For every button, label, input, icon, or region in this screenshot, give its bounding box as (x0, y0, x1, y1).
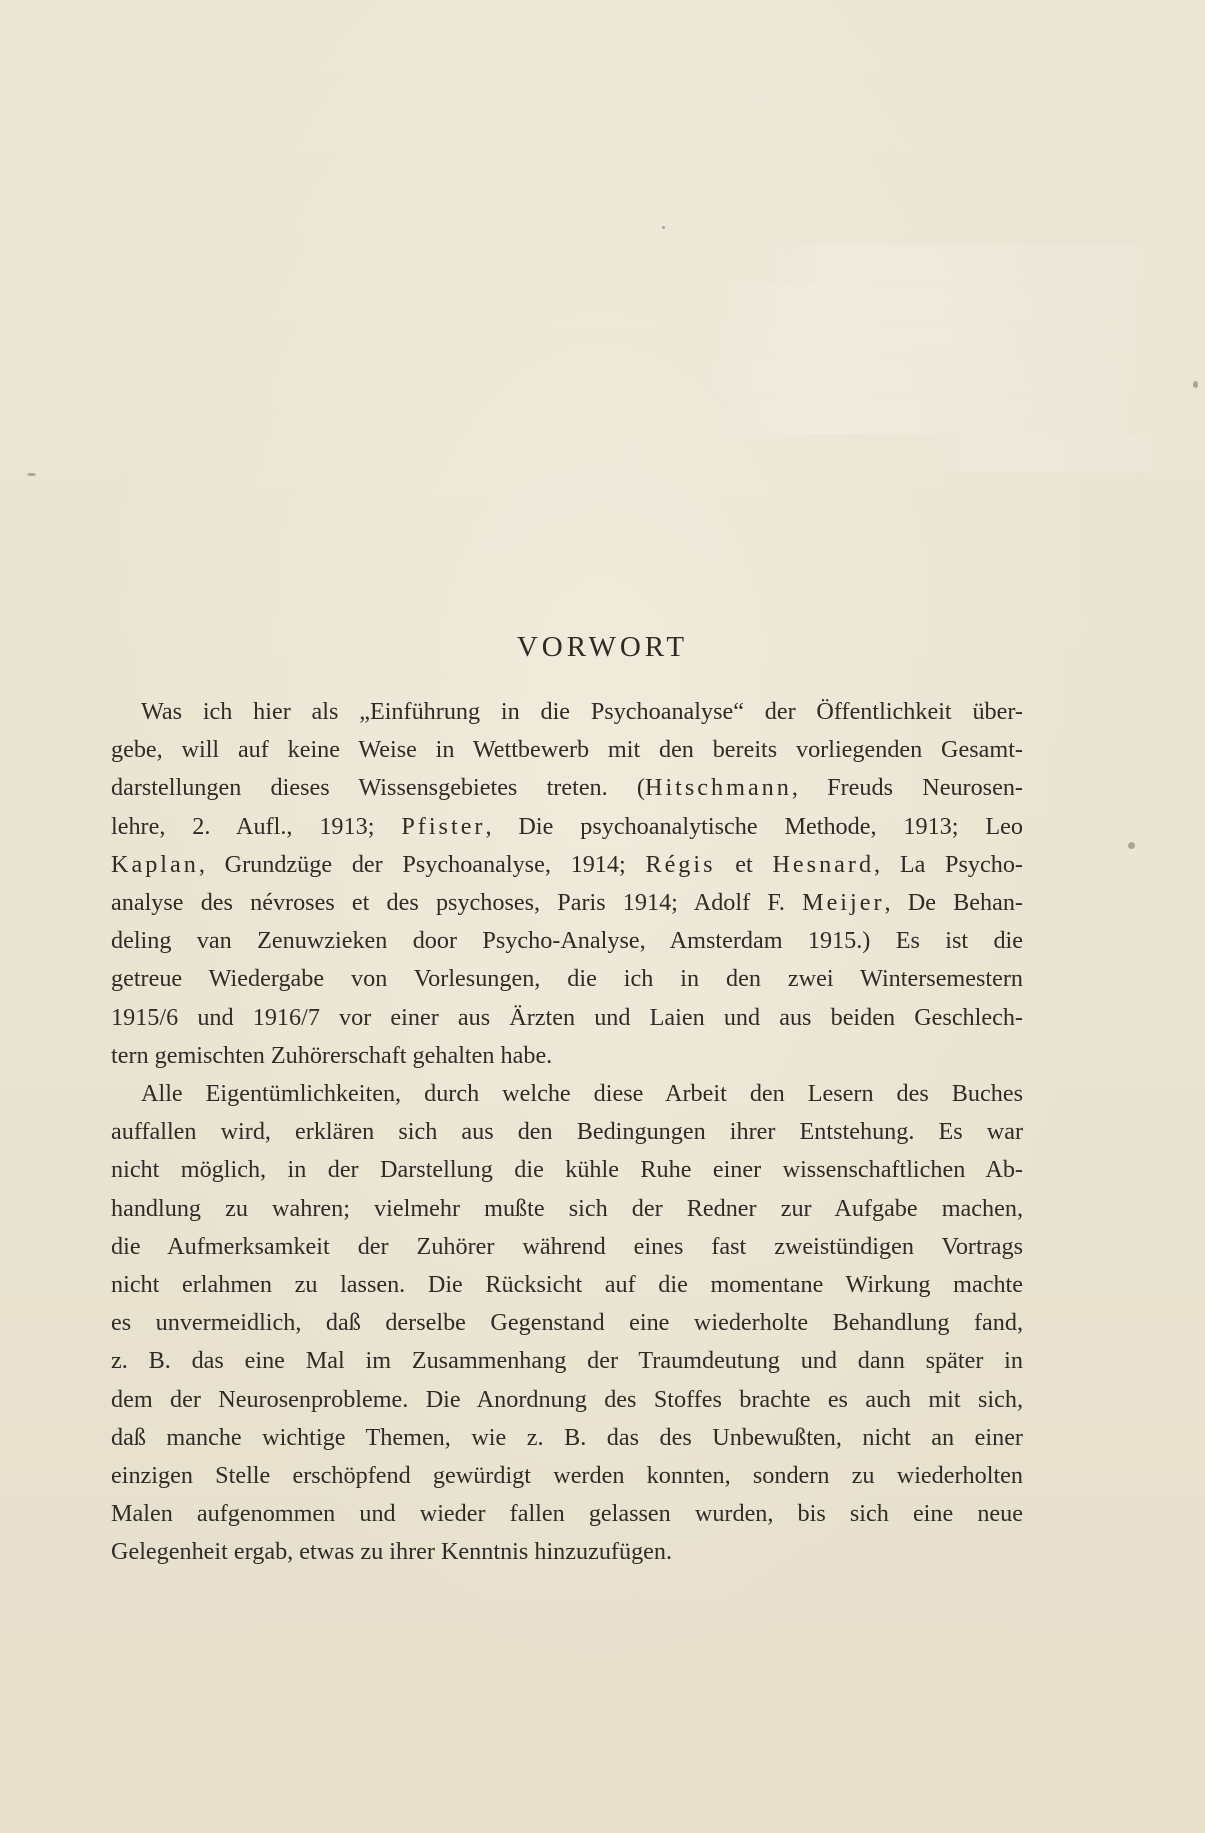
author-name: Hesnard (772, 850, 875, 878)
text-line: es unvermeidlich, daß derselbe Gegenstand eine wiederholte Behandlung fand, (111, 1309, 1023, 1337)
paragraph (111, 1075, 1023, 1572)
text-line: Malen aufgenommen und wieder fallen gelassen wurden, bis sich eine neue (111, 1500, 1023, 1528)
page-title: VORWORT (516, 631, 689, 663)
author-name: Meijer (802, 889, 885, 917)
paper-speck (1193, 381, 1198, 388)
author-name: Kaplan (111, 850, 199, 878)
author-name: Hitschmann (644, 774, 792, 802)
text-line: auffallen wird, erklären sich aus den Bedingungen ihrer Entstehung. Es war (111, 1118, 1023, 1146)
text-line: analyse des névroses et des psychoses, Paris 1914; Adolf F. Meijer, De Behan- (111, 889, 1023, 917)
body-text (111, 693, 1023, 1572)
text-line: dem der Neurosenprobleme. Die Anordnung des Stoffes brachte es auch mit sich, (111, 1385, 1023, 1413)
text-line: Gelegenheit ergab, etwas zu ihrer Kenntnis hinzuzufügen. (111, 1538, 673, 1566)
author-name: Pfister (401, 812, 486, 840)
show-through-text (700, 245, 1180, 473)
text-line: handlung zu wahren; vielmehr mußte sich der Redner zur Aufgabe machen, (111, 1194, 1023, 1222)
paper-speck (1128, 842, 1135, 849)
text-line: Kaplan, Grundzüge der Psychoanalyse, 1914; Régis et Hesnard, La Psycho- (111, 850, 1023, 878)
paper-speck (662, 226, 665, 229)
text-line: 1915/6 und 1916/7 vor einer aus Ärzten und Laien und aus beiden Geschlech- (111, 1003, 1023, 1031)
paragraph (111, 693, 1023, 1075)
paper-speck (27, 473, 36, 476)
text-line: getreue Wiedergabe von Vorlesungen, die ich in den zwei Wintersemestern (111, 965, 1023, 993)
text-line: einzigen Stelle erschöpfend gewürdigt werden konnten, sondern zu wiederholten (111, 1462, 1023, 1490)
text-line: z. B. das eine Mal im Zusammenhang der Traumdeutung und dann später in (111, 1347, 1023, 1375)
text-line: nicht erlahmen zu lassen. Die Rücksicht auf die momentane Wirkung machte (111, 1271, 1023, 1299)
text-line: darstellungen dieses Wissensgebietes treten. (Hitschmann, Freuds Neurosen- (111, 774, 1023, 802)
text-line: Was ich hier als „Einführung in die Psychoanalyse“ der Öffentlichkeit über- (141, 698, 1023, 725)
text-line: lehre, 2. Aufl., 1913; Pfister, Die psychoanalytische Methode, 1913; Leo (111, 812, 1024, 840)
text-line: Alle Eigentümlichkeiten, durch welche diese Arbeit den Lesern des Buches (141, 1080, 1023, 1108)
author-name: Régis (645, 850, 716, 878)
text-line: gebe, will auf keine Weise in Wettbewerb mit den bereits vorliegenden Gesamt- (111, 736, 1023, 764)
text-line: nicht möglich, in der Darstellung die kühle Ruhe einer wissenschaftlichen Ab- (111, 1156, 1023, 1184)
text-line: tern gemischten Zuhörerschaft gehalten habe. (111, 1041, 553, 1069)
text-line: daß manche wichtige Themen, wie z. B. das des Unbewußten, nicht an einer (111, 1423, 1023, 1451)
text-line: deling van Zenuwzieken door Psycho-Analyse, Amsterdam 1915.) Es ist die (111, 927, 1023, 955)
text-line: die Aufmerksamkeit der Zuhörer während eines fast zweistündigen Vortrags (111, 1232, 1023, 1260)
